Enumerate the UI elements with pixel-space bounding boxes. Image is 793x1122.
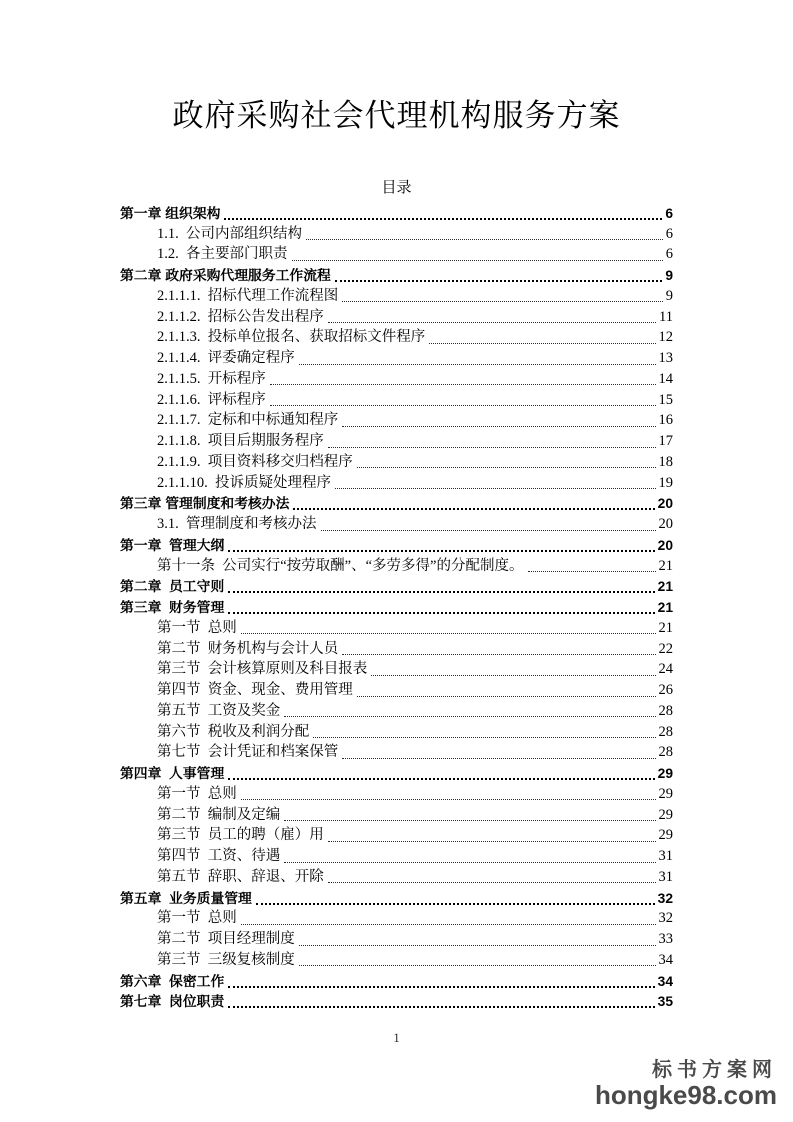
toc-entry-label: 2.1.1.7. 定标和中标通知程序	[157, 412, 339, 429]
toc-dot-leader	[342, 301, 663, 302]
toc-entry-label: 2.1.1.6. 评标程序	[157, 391, 266, 408]
toc-entry-label: 第六章 保密工作	[120, 973, 225, 989]
toc-dot-leader	[328, 322, 656, 323]
toc-entry[interactable]	[120, 555, 673, 576]
toc-entry[interactable]	[120, 451, 673, 472]
toc-entry-page: 28	[658, 744, 673, 761]
toc-entry[interactable]	[120, 804, 673, 825]
toc-dot-leader	[224, 218, 662, 220]
toc-entry-label: 1.1. 公司内部组织结构	[157, 225, 302, 242]
toc-entry[interactable]	[120, 825, 673, 846]
toc-entry-page: 6	[665, 205, 673, 221]
toc-entry-page: 28	[658, 723, 673, 740]
toc-entry-page: 24	[658, 661, 673, 678]
toc-entry[interactable]	[120, 991, 673, 1012]
toc-entry[interactable]	[120, 223, 673, 244]
toc-dot-leader	[284, 862, 655, 863]
toc-entry-page: 15	[658, 391, 673, 408]
toc-entry-label: 第一章 组织架构	[120, 205, 221, 221]
toc-entry-page: 17	[658, 433, 673, 449]
toc-entry-page: 32	[657, 890, 673, 906]
watermark-site-name: 标书方案网	[652, 1059, 777, 1082]
toc-entry-label: 2.1.1.5. 开标程序	[157, 370, 266, 387]
toc-entry-label: 第三节 三级复核制度	[157, 951, 295, 968]
toc-entry[interactable]	[120, 327, 673, 348]
toc-entry-page: 33	[658, 931, 673, 947]
toc-entry-label: 2.1.1.10. 投诉质疑处理程序	[157, 474, 331, 491]
toc-entry-label: 第一章 管理大纲	[120, 537, 225, 553]
toc-entry-page: 29	[658, 785, 673, 802]
toc-dot-leader	[284, 716, 655, 717]
toc-entry-label: 第四章 人事管理	[120, 766, 225, 781]
toc-entry-page: 20	[658, 516, 673, 532]
toc-entry-page: 31	[658, 848, 673, 864]
toc-entry-page: 20	[657, 537, 673, 553]
toc-entry[interactable]	[120, 264, 673, 285]
toc-dot-leader	[335, 488, 656, 489]
toc-dot-leader	[306, 239, 663, 240]
toc-entry[interactable]	[120, 679, 673, 700]
toc-entry-page: 9	[665, 268, 673, 283]
toc-entry[interactable]	[120, 244, 673, 265]
toc-entry-label: 第二章 员工守则	[120, 579, 225, 595]
toc-entry-page: 34	[658, 951, 673, 968]
toc-dot-leader	[328, 841, 656, 842]
toc-entry-page: 29	[658, 827, 673, 844]
toc-entry[interactable]	[120, 617, 673, 638]
toc-entry-page: 26	[658, 682, 673, 698]
toc-dot-leader	[357, 467, 656, 468]
toc-entry-page: 19	[658, 474, 673, 491]
toc-entry-page: 9	[665, 287, 673, 304]
toc-entry[interactable]	[120, 742, 673, 763]
toc-dot-leader	[342, 758, 655, 759]
toc-entry[interactable]	[120, 887, 673, 908]
toc-entry-label: 第三章 管理制度和考核办法	[120, 496, 290, 512]
toc-entry[interactable]	[120, 513, 673, 534]
toc-dot-leader	[335, 280, 663, 282]
toc-dot-leader	[241, 924, 656, 925]
toc-entry-label: 第六节 税收及利润分配	[157, 723, 310, 740]
toc-dot-leader	[328, 447, 656, 448]
toc-heading: 目录	[381, 180, 412, 196]
toc-entry-label: 第一节 总则	[157, 785, 237, 802]
toc-entry-page: 21	[658, 557, 673, 574]
toc-dot-leader	[299, 364, 656, 365]
toc-dot-leader	[528, 571, 656, 572]
toc-entry-page: 31	[658, 868, 673, 885]
toc-entry-page: 21	[657, 600, 673, 615]
toc-entry-label: 2.1.1.1. 招标代理工作流程图	[157, 287, 339, 304]
toc-dot-leader	[299, 965, 656, 966]
toc-dot-leader	[228, 591, 654, 593]
toc-entry-label: 第三章 财务管理	[120, 600, 225, 615]
toc-dot-leader	[313, 737, 655, 738]
toc-entry-page: 28	[658, 702, 673, 719]
toc-dot-leader	[328, 882, 656, 883]
toc-entry[interactable]	[120, 949, 673, 970]
toc-entry[interactable]	[120, 638, 673, 659]
toc-entry-label: 3.1. 管理制度和考核办法	[157, 516, 317, 532]
watermark-site-url: hongke98.com	[594, 1080, 777, 1111]
toc-dot-leader	[284, 820, 655, 821]
toc-entry-page: 6	[665, 225, 673, 242]
toc-entry[interactable]	[120, 928, 673, 949]
toc-entry-label: 2.1.1.4. 评委确定程序	[157, 350, 295, 366]
toc-entry-label: 第七章 岗位职责	[120, 994, 225, 1010]
page-number: 1	[393, 1030, 400, 1045]
toc-entry-page: 22	[658, 640, 673, 657]
toc-entry[interactable]	[120, 347, 673, 368]
toc-dot-leader	[429, 343, 655, 344]
toc-dot-leader	[228, 986, 654, 988]
toc-entry[interactable]	[120, 576, 673, 597]
toc-dot-leader	[270, 405, 656, 406]
toc-dot-leader	[292, 260, 663, 261]
toc-entry[interactable]	[120, 659, 673, 680]
toc-entry[interactable]	[120, 700, 673, 721]
toc-entry[interactable]	[120, 493, 673, 514]
toc-entry[interactable]	[120, 845, 673, 866]
toc-entry-page: 21	[657, 579, 673, 595]
toc-entry-page: 18	[658, 453, 673, 470]
toc-entry-label: 2.1.1.3. 投标单位报名、获取招标文件程序	[157, 329, 426, 346]
toc-entry-label: 第四节 资金、现金、费用管理	[157, 682, 353, 698]
document-title: 政府采购社会代理机构服务方案	[172, 98, 621, 134]
toc-entry-page: 11	[659, 308, 673, 325]
toc-entry-label: 第三节 会计核算原则及科目报表	[157, 661, 368, 678]
toc-entry-page: 13	[658, 350, 673, 366]
toc-dot-leader	[228, 778, 654, 780]
toc-dot-leader	[371, 675, 655, 676]
toc-list	[120, 202, 673, 1011]
toc-entry[interactable]	[120, 970, 673, 991]
toc-entry[interactable]	[120, 721, 673, 742]
toc-entry-page: 20	[657, 496, 673, 512]
toc-entry-label: 第二节 编制及定编	[157, 806, 281, 823]
toc-entry-label: 2.1.1.9. 项目资料移交归档程序	[157, 453, 353, 470]
toc-entry-page: 29	[658, 806, 673, 823]
toc-entry-label: 2.1.1.8. 项目后期服务程序	[157, 433, 324, 449]
toc-entry[interactable]	[120, 202, 673, 223]
toc-entry-label: 第五章 业务质量管理	[120, 890, 252, 906]
toc-entry-label: 第四节 工资、待遇	[157, 848, 281, 864]
toc-entry[interactable]	[120, 534, 673, 555]
toc-dot-leader	[342, 654, 655, 655]
toc-entry[interactable]	[120, 368, 673, 389]
toc-entry-label: 2.1.1.2. 招标公告发出程序	[157, 308, 324, 325]
toc-entry-page: 21	[658, 619, 673, 636]
toc-dot-leader	[342, 426, 655, 427]
toc-entry-page: 16	[658, 412, 673, 429]
toc-entry-label: 第二节 项目经理制度	[157, 931, 295, 947]
toc-dot-leader	[321, 530, 656, 531]
toc-entry[interactable]	[120, 596, 673, 617]
toc-entry-label: 第一节 总则	[157, 910, 237, 927]
toc-entry[interactable]	[120, 762, 673, 783]
toc-entry-label: 第五节 工资及奖金	[157, 702, 281, 719]
toc-entry-page: 35	[657, 994, 673, 1010]
toc-entry[interactable]	[120, 410, 673, 431]
toc-entry[interactable]	[120, 783, 673, 804]
toc-dot-leader	[270, 384, 656, 385]
toc-entry-page: 14	[658, 370, 673, 387]
toc-dot-leader	[228, 1006, 654, 1008]
toc-entry[interactable]	[120, 306, 673, 327]
toc-entry-label: 1.2. 各主要部门职责	[157, 246, 288, 263]
toc-entry-label: 第二章 政府采购代理服务工作流程	[120, 268, 331, 283]
toc-entry[interactable]	[120, 285, 673, 306]
toc-entry-page: 6	[665, 246, 673, 263]
toc-entry-label: 第二节 财务机构与会计人员	[157, 640, 339, 657]
toc-entry-label: 第五节 辞职、辞退、开除	[157, 868, 324, 885]
toc-entry[interactable]	[120, 908, 673, 929]
toc-entry-label: 第一节 总则	[157, 619, 237, 636]
toc-entry-label: 第七节 会计凭证和档案保管	[157, 744, 339, 761]
toc-entry-page: 29	[657, 766, 673, 781]
toc-dot-leader	[299, 945, 656, 946]
toc-dot-leader	[357, 696, 656, 697]
toc-entry-page: 12	[658, 329, 673, 346]
toc-entry[interactable]	[120, 389, 673, 410]
toc-dot-leader	[228, 550, 654, 552]
toc-dot-leader	[293, 508, 654, 510]
toc-dot-leader	[228, 612, 654, 614]
toc-dot-leader	[241, 799, 656, 800]
toc-entry-label: 第三节 员工的聘（雇）用	[157, 827, 324, 844]
toc-entry-page: 32	[658, 910, 673, 927]
toc-dot-leader	[241, 633, 656, 634]
toc-entry-label: 第十一条 公司实行“按劳取酬”、“多劳多得”的分配制度。	[157, 557, 524, 574]
toc-entry[interactable]	[120, 866, 673, 887]
toc-entry[interactable]	[120, 430, 673, 451]
toc-entry-page: 34	[657, 973, 673, 989]
toc-dot-leader	[256, 903, 655, 905]
toc-entry[interactable]	[120, 472, 673, 493]
watermark	[595, 1059, 777, 1110]
